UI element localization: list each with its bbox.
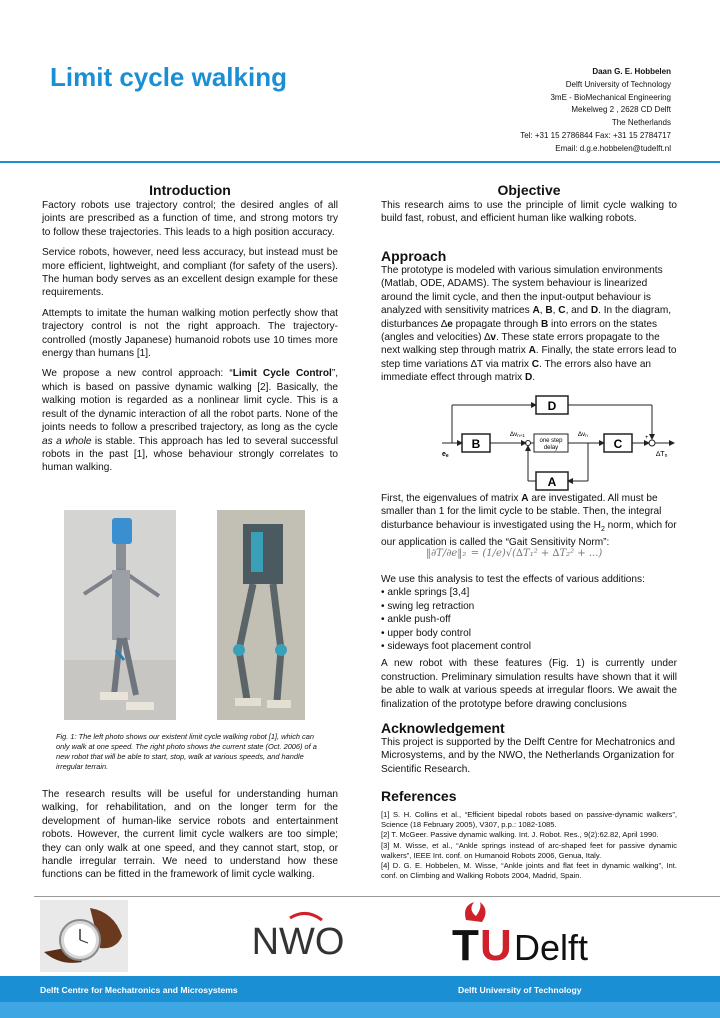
footer-bar xyxy=(0,976,720,1018)
svg-text:+: + xyxy=(645,435,649,441)
footer-left: Delft Centre for Mechatronics and Microsystems xyxy=(40,985,238,995)
acknowledgement-section xyxy=(381,720,677,776)
tudelft-logo xyxy=(452,900,612,968)
svg-text:∆vn: ∆vn xyxy=(578,431,588,438)
poster-title: Limit cycle walking xyxy=(50,62,287,92)
contact-line: Delft University of Technology xyxy=(565,79,671,89)
contact-line: Mekelweg 2 , 2628 CD Delft xyxy=(571,105,671,115)
svg-text:∆Tn: ∆Tn xyxy=(656,451,668,459)
contact-email: Email: d.g.e.hobbelen@tudelft.nl xyxy=(555,143,671,153)
svg-text:Delft: Delft xyxy=(514,927,589,968)
intro-paragraph: Attempts to imitate the human walking motion perfectly show that trajectory control is not the right approach. The trajectory-controlled (mostly Japanese) humanoid robots use 10 times more energy than humans [1]. xyxy=(42,307,338,360)
nwo-logo xyxy=(248,906,348,966)
acknowledgement-text: This project is supported by the Delft Centre for Mechatronics and Microsystems, and by the NWO, the Netherlands Organization for Scientific Research. xyxy=(381,737,675,775)
acknowledgement-heading: Acknowledgement xyxy=(381,720,505,736)
svg-text:∆vn+1: ∆vn+1 xyxy=(510,431,525,438)
contact-line: 3mE - BioMechanical Engineering xyxy=(550,92,671,102)
robot-photo-left xyxy=(64,510,176,720)
approach-continued xyxy=(381,492,677,550)
svg-text:ee: ee xyxy=(442,451,449,459)
svg-text:C: C xyxy=(613,437,623,451)
list-item: • ankle push-off xyxy=(381,614,451,626)
header-rule xyxy=(0,161,720,163)
svg-text:U: U xyxy=(480,921,512,968)
svg-text:B: B xyxy=(471,437,481,451)
intro-closing xyxy=(42,788,338,882)
introduction-heading: Introduction xyxy=(149,182,231,198)
svg-text:delay: delay xyxy=(543,445,559,451)
approach-paragraph: A new robot with these features (Fig. 1) is currently under construction. Preliminary simulation results have shown that it will be able to walk at various speeds at irregular floors. We await the finalization of the prototype before drawing conclusions xyxy=(381,658,677,710)
additions-list xyxy=(381,573,677,711)
intro-paragraph: We propose a new control approach: “Limit Cycle Control”, which is based on passive dynamic walking [2]. Basically, the walking motion is regarded as a nonlinear limit cycle. This is a result of the dynamic interaction of all the robot parts. None of the joints needs to follow a prescribed trajectory, as long as the cycle as a whole is stable. This approach has led to several successful robots in the past [1], whose behaviour strongly correlates to human walking. xyxy=(42,368,338,474)
references-heading: References xyxy=(381,788,457,804)
objective-text: This research aims to use the principle of limit cycle walking to build fast, robust, and efficient human like walking robots. xyxy=(381,200,677,225)
reference-item: [1] S. H. Collins et al., “Efficient bipedal robots based on passive-dynamic walkers”, Science (18 February 2005), V307, p.p.: 1082-1085. xyxy=(381,810,677,830)
block-diagram xyxy=(438,394,678,494)
robot-photo-right xyxy=(217,510,305,720)
objective-section xyxy=(381,182,677,226)
figure-caption: Fig. 1: The left photo shows our existent limit cycle walking robot [1], which can only walk at one speed. The right photo shows the current state (Oct. 2006) of a new robot that will be able to start, stop, walk at various speeds, and handle irregular terrain. xyxy=(56,732,317,771)
list-item: • swing leg retraction xyxy=(381,600,475,612)
list-item: • upper body control xyxy=(381,627,471,639)
objective-heading: Objective xyxy=(497,182,561,198)
reference-item: [4] D. G. E. Hobbelen, M. Wisse, “Ankle joints and flat feet in dynamic walking”, Int. conf. on Climbing and Walking Robots 2004, Madrid, Spain. xyxy=(381,861,677,881)
watch-photo xyxy=(40,900,128,972)
approach-heading: Approach xyxy=(381,248,447,264)
logo-rule xyxy=(34,896,720,897)
footer-right: Delft University of Technology xyxy=(458,985,582,995)
contact-block xyxy=(520,66,671,156)
approach-section xyxy=(381,248,677,385)
list-item: • ankle springs [3,4] xyxy=(381,587,470,599)
reference-item: [3] M. Wisse, et al., “Ankle springs instead of arc-shaped feet for passive dynamic walkers”, IEEE Int. conf. on Humanoid Robots 2006, Genua, Italy. xyxy=(381,840,677,860)
intro-paragraph: The research results will be useful for understanding human walking, for rehabilitation, and on the longer term for the development of human-like service robots and entertainment robots. However, the current limit cycle walkers are too simple; they can only walk at one speed, and they cannot start, stop, or handle irregular terrain. We need to understand how these functions can be fitted in the framework of limit cycle walking. xyxy=(42,789,338,881)
contact-line: Tel: +31 15 2786844 Fax: +31 15 2784717 xyxy=(520,130,671,140)
approach-paragraph: First, the eigenvalues of matrix A are investigated. All must be smaller than 1 for the limit cycle to be stable. Then, the integral disturbance behaviour is investigated using the $H_2$ norm, which for our application is called the “Gait Sensitivity Norm”: xyxy=(381,493,677,549)
svg-text:NWO: NWO xyxy=(251,921,345,963)
svg-text:T: T xyxy=(452,921,479,968)
author-name: Daan G. E. Hobbelen xyxy=(592,67,671,76)
contact-line: The Netherlands xyxy=(611,118,671,128)
introduction-section xyxy=(42,182,338,475)
reference-item: [2] T. McGeer. Passive dynamic walking. Int. J. Robot. Res., 9(2):62.82, April 1990. xyxy=(381,830,659,840)
svg-text:one step: one step xyxy=(539,438,563,444)
list-item: • sideways foot placement control xyxy=(381,641,531,653)
svg-text:A: A xyxy=(547,475,557,489)
references-section xyxy=(381,788,677,881)
gait-sensitivity-formula: ‖∂T/∂e‖₂ = (1/e)√(∆T₁² + ∆T₂² + ...) xyxy=(426,548,603,559)
additions-intro: We use this analysis to test the effects of various additions: xyxy=(381,574,645,585)
svg-text:D: D xyxy=(547,399,557,413)
approach-paragraph: The prototype is modeled with various simulation environments (Matlab, ODE, ADAMS). The system behaviour is linearized around the limit cycle, and then the input-output behaviour is analyzed with sensitivity matrices A, B, C, and D. In the diagram, disturbances ∆e propagate through B into errors on the states (angles and velocities) ∆v. These state errors propagate to the next walking step through matrix A. Finally, the state errors lead to step time variations ∆T via matrix C. The errors also have an immediate effect through matrix D. xyxy=(381,265,677,384)
intro-paragraph: Factory robots use trajectory control; the desired angles of all joints are prescribed as a function of time, and strong motors try to follow these trajectories. This leads to a high position accuracy. xyxy=(42,200,338,238)
intro-paragraph: Service robots, however, need less accuracy, but instead must be more efficient, lightweight, and compliant (for safety of the users). The human body serves as an excellent design example for these requirements. xyxy=(42,247,338,299)
